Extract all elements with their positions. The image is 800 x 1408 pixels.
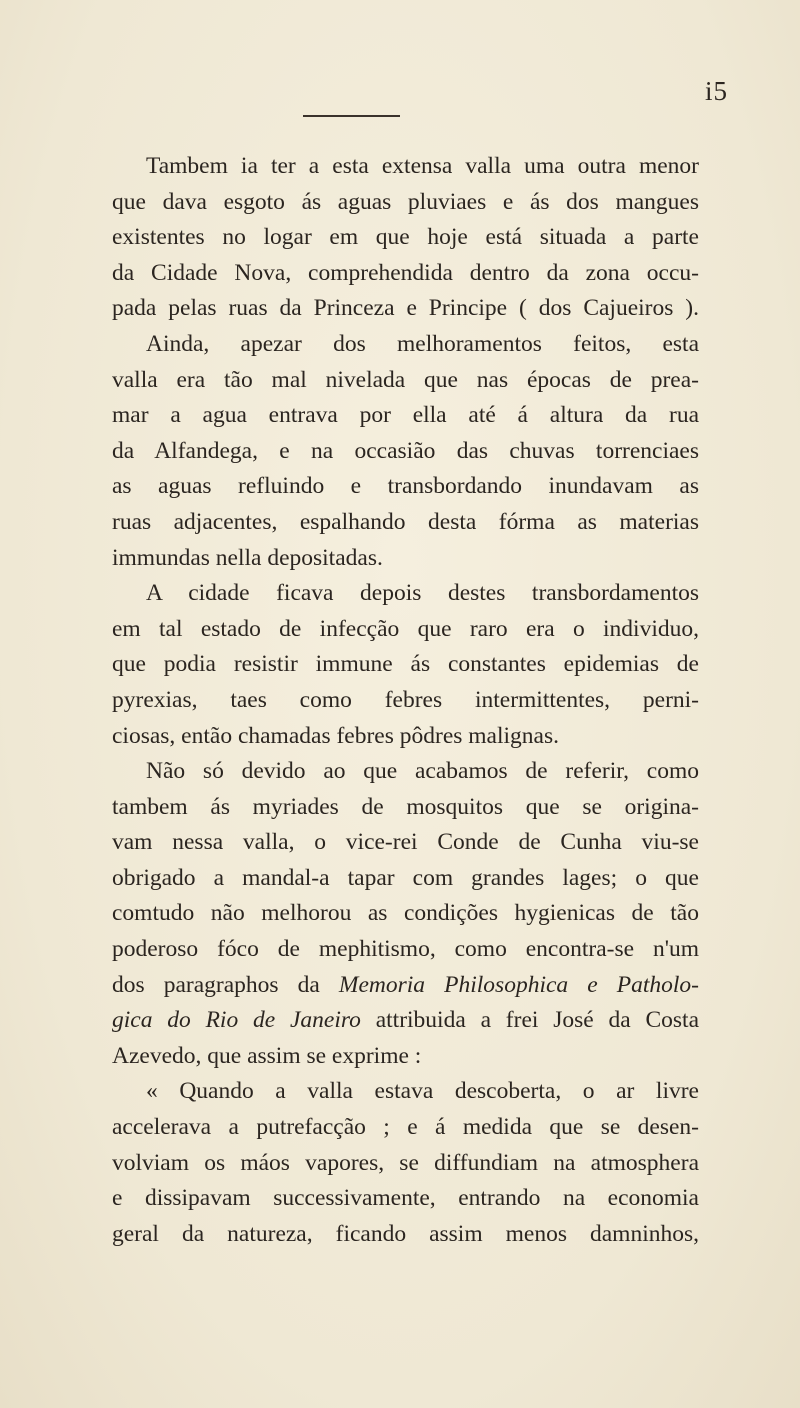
text-line: volviam os máos vapores, se diffundiam na atmosphera: [112, 1149, 699, 1176]
text-line: as aguas refluindo e transbordando inundavam as: [112, 473, 699, 500]
text-line: em tal estado de infecção que raro era o individuo,: [112, 615, 699, 642]
paragraph-5: [112, 1074, 699, 1252]
text-line: « Quando a valla estava descoberta, o ar livre: [146, 1078, 699, 1105]
text-line: Ainda, apezar dos melhoramentos feitos, esta: [146, 330, 699, 357]
text-line: mar a agua entrava por ella até á altura da rua: [112, 402, 699, 429]
text-line: vam nessa valla, o vice-rei Conde de Cunha viu-se: [112, 829, 699, 856]
text-line: e dissipavam successivamente, entrando na economia: [112, 1185, 699, 1212]
text-line: Não só devido ao que acabamos de referir, como: [146, 758, 699, 785]
text-line: pyrexias, taes como febres intermittentes, perni-: [112, 686, 699, 713]
text-segment: dos paragraphos da: [112, 971, 339, 998]
page-text: [112, 149, 699, 1252]
text-line: comtudo não melhorou as condições hygienicas de tão: [112, 900, 699, 927]
text-line: da Cidade Nova, comprehendida dentro da zona occu-: [112, 259, 699, 286]
book-title-italic: gica do Rio de Janeiro: [112, 1007, 361, 1034]
text-line: A cidade ficava depois destes transbordamentos: [146, 580, 699, 607]
text-line: ruas adjacentes, espalhando desta fórma as materias: [112, 508, 699, 535]
paragraph-2: [112, 327, 699, 576]
paragraph-4: [112, 754, 699, 1074]
text-line: immundas nella depositadas.: [112, 544, 383, 571]
header-rule: [303, 115, 400, 117]
text-line: tambem ás myriades de mosquitos que se origina-: [112, 793, 699, 820]
book-title-italic: Memoria Philosophica e Patholo-: [338, 971, 699, 998]
page-number: i5: [704, 76, 728, 106]
paragraph-1: [112, 149, 699, 327]
text-line: da Alfandega, e na occasião das chuvas torrenciaes: [112, 437, 699, 464]
text-line: geral da natureza, ficando assim menos damninhos,: [112, 1220, 699, 1247]
text-line-with-title: [112, 968, 699, 1004]
text-segment: attribuida a frei José da Costa: [360, 1007, 699, 1034]
text-line: accelerava a putrefacção ; e á medida que se desen-: [112, 1114, 699, 1141]
text-line: ciosas, então chamadas febres pôdres malignas.: [112, 722, 559, 749]
text-line: valla era tão mal nivelada que nas épocas de prea-: [112, 366, 699, 393]
text-line: Tambem ia ter a esta extensa valla uma outra menor: [146, 153, 699, 179]
text-line-with-title: [112, 1003, 699, 1039]
text-line: Azevedo, que assim se exprime :: [112, 1042, 422, 1069]
text-line: obrigado a mandal-a tapar com grandes lages; o que: [112, 864, 699, 891]
text-line: que dava esgoto ás aguas pluviaes e ás dos mangues: [112, 188, 699, 215]
text-line: que podia resistir immune ás constantes epidemias de: [112, 651, 699, 678]
text-line: existentes no logar em que hoje está situada a parte: [112, 224, 699, 251]
text-line: pada pelas ruas da Princeza e Principe ( dos Cajueiros ).: [112, 295, 699, 322]
text-line: poderoso fóco de mephitismo, como encontra-se n'um: [112, 936, 699, 963]
paragraph-3: [112, 576, 699, 754]
